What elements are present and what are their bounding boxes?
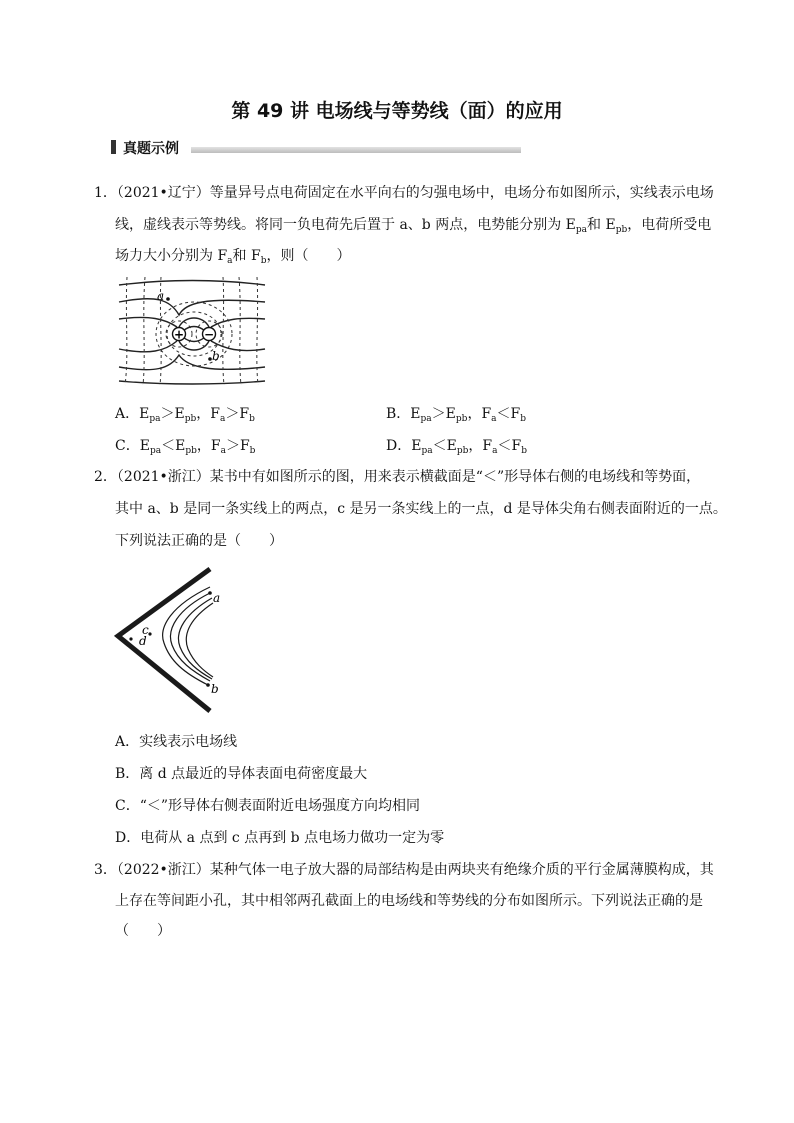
label-c: c (142, 623, 149, 637)
equipotential-line (257, 277, 258, 385)
q2-option-b: B．离 d 点最近的导体表面电荷密度最大 (115, 766, 368, 782)
plus-sign: + (173, 327, 185, 342)
field-line (119, 317, 177, 327)
q1-line-1: 1．（2021•辽宁）等量异号点电荷固定在水平向右的匀强电场中，电场分布如图所示，实线表示电场 (94, 185, 714, 201)
q2-line-3: 下列说法正确的是（ ） (115, 533, 283, 549)
point-c (148, 632, 151, 635)
q1-option-c: C．$E_{pa}<E_{pb}$，$F_a>F_b$ (115, 438, 256, 456)
field-line (119, 281, 265, 286)
label-b: b (211, 682, 219, 696)
point-a (208, 591, 212, 595)
q3-line-3: （ ） (115, 923, 171, 939)
label-a: a (213, 591, 221, 605)
field-line (119, 355, 265, 370)
equipotential-line (125, 277, 127, 385)
field-line (119, 381, 265, 384)
point-a (166, 297, 170, 301)
page-title: 第 49 讲 电场线与等势线（面）的应用 (231, 100, 563, 122)
label-b: b (212, 349, 220, 363)
equipotential-line (143, 277, 145, 385)
q2-option-d: D．电荷从 a 点到 c 点再到 b 点电场力做功一定为零 (115, 830, 445, 846)
q1-field-figure (115, 275, 270, 387)
section-rule (191, 147, 521, 153)
q1-line-3: 场力大小分别为 $F_a$和 $F_b$，则（ ） (115, 248, 351, 266)
q1-option-a: A．$E_{pa}>E_{pb}$，$F_a>F_b$ (115, 406, 255, 424)
point-b (206, 683, 210, 687)
q2-conductor-figure (112, 565, 237, 715)
label-d: d (139, 634, 147, 648)
q2-line-1: 2．（2021•浙江）某书中有如图所示的图，用来表示横截面是“＜”形导体右侧的电场线和等势面， (94, 469, 701, 485)
field-line (183, 337, 205, 342)
field-line (171, 593, 210, 681)
q1-line-2: 线，虚线表示等势线。将同一负电荷先后置于 a、b 两点，电势能分别为 $E_{pa}$和 $E_{pb}$，电荷所受电 (115, 217, 712, 235)
q1-option-b: B．$E_{pa}>E_{pb}$，$F_a<F_b$ (386, 406, 527, 424)
q2-option-c: C．“＜”形导体右侧表面附近电场强度方向均相同 (115, 798, 421, 814)
label-a: a (157, 289, 165, 303)
minus-sign: − (203, 327, 215, 342)
field-line (178, 598, 212, 679)
q3-line-2: 上存在等间距小孔，其中相邻两孔截面上的电场线和等势线的分布如图所示。下列说法正确的是 (115, 893, 703, 909)
section-marker (111, 140, 116, 154)
point-d (129, 637, 132, 640)
q2-option-a: A．实线表示电场线 (115, 734, 238, 750)
field-line (183, 327, 205, 332)
q2-line-2: 其中 a、b 是同一条实线上的两点，c 是另一条实线上的一点，d 是导体尖角右侧表面附近的一点。 (115, 501, 727, 517)
q3-line-1: 3．（2022•浙江）某种气体一电子放大器的局部结构是由两块夹有绝缘介质的平行金属薄膜构成，其 (94, 862, 714, 878)
field-line (119, 341, 177, 352)
field-line (119, 299, 265, 315)
q1-option-d: D．$E_{pa}<E_{pb}$，$F_a<F_b$ (386, 438, 527, 456)
section-title: 真题示例 (123, 141, 179, 157)
